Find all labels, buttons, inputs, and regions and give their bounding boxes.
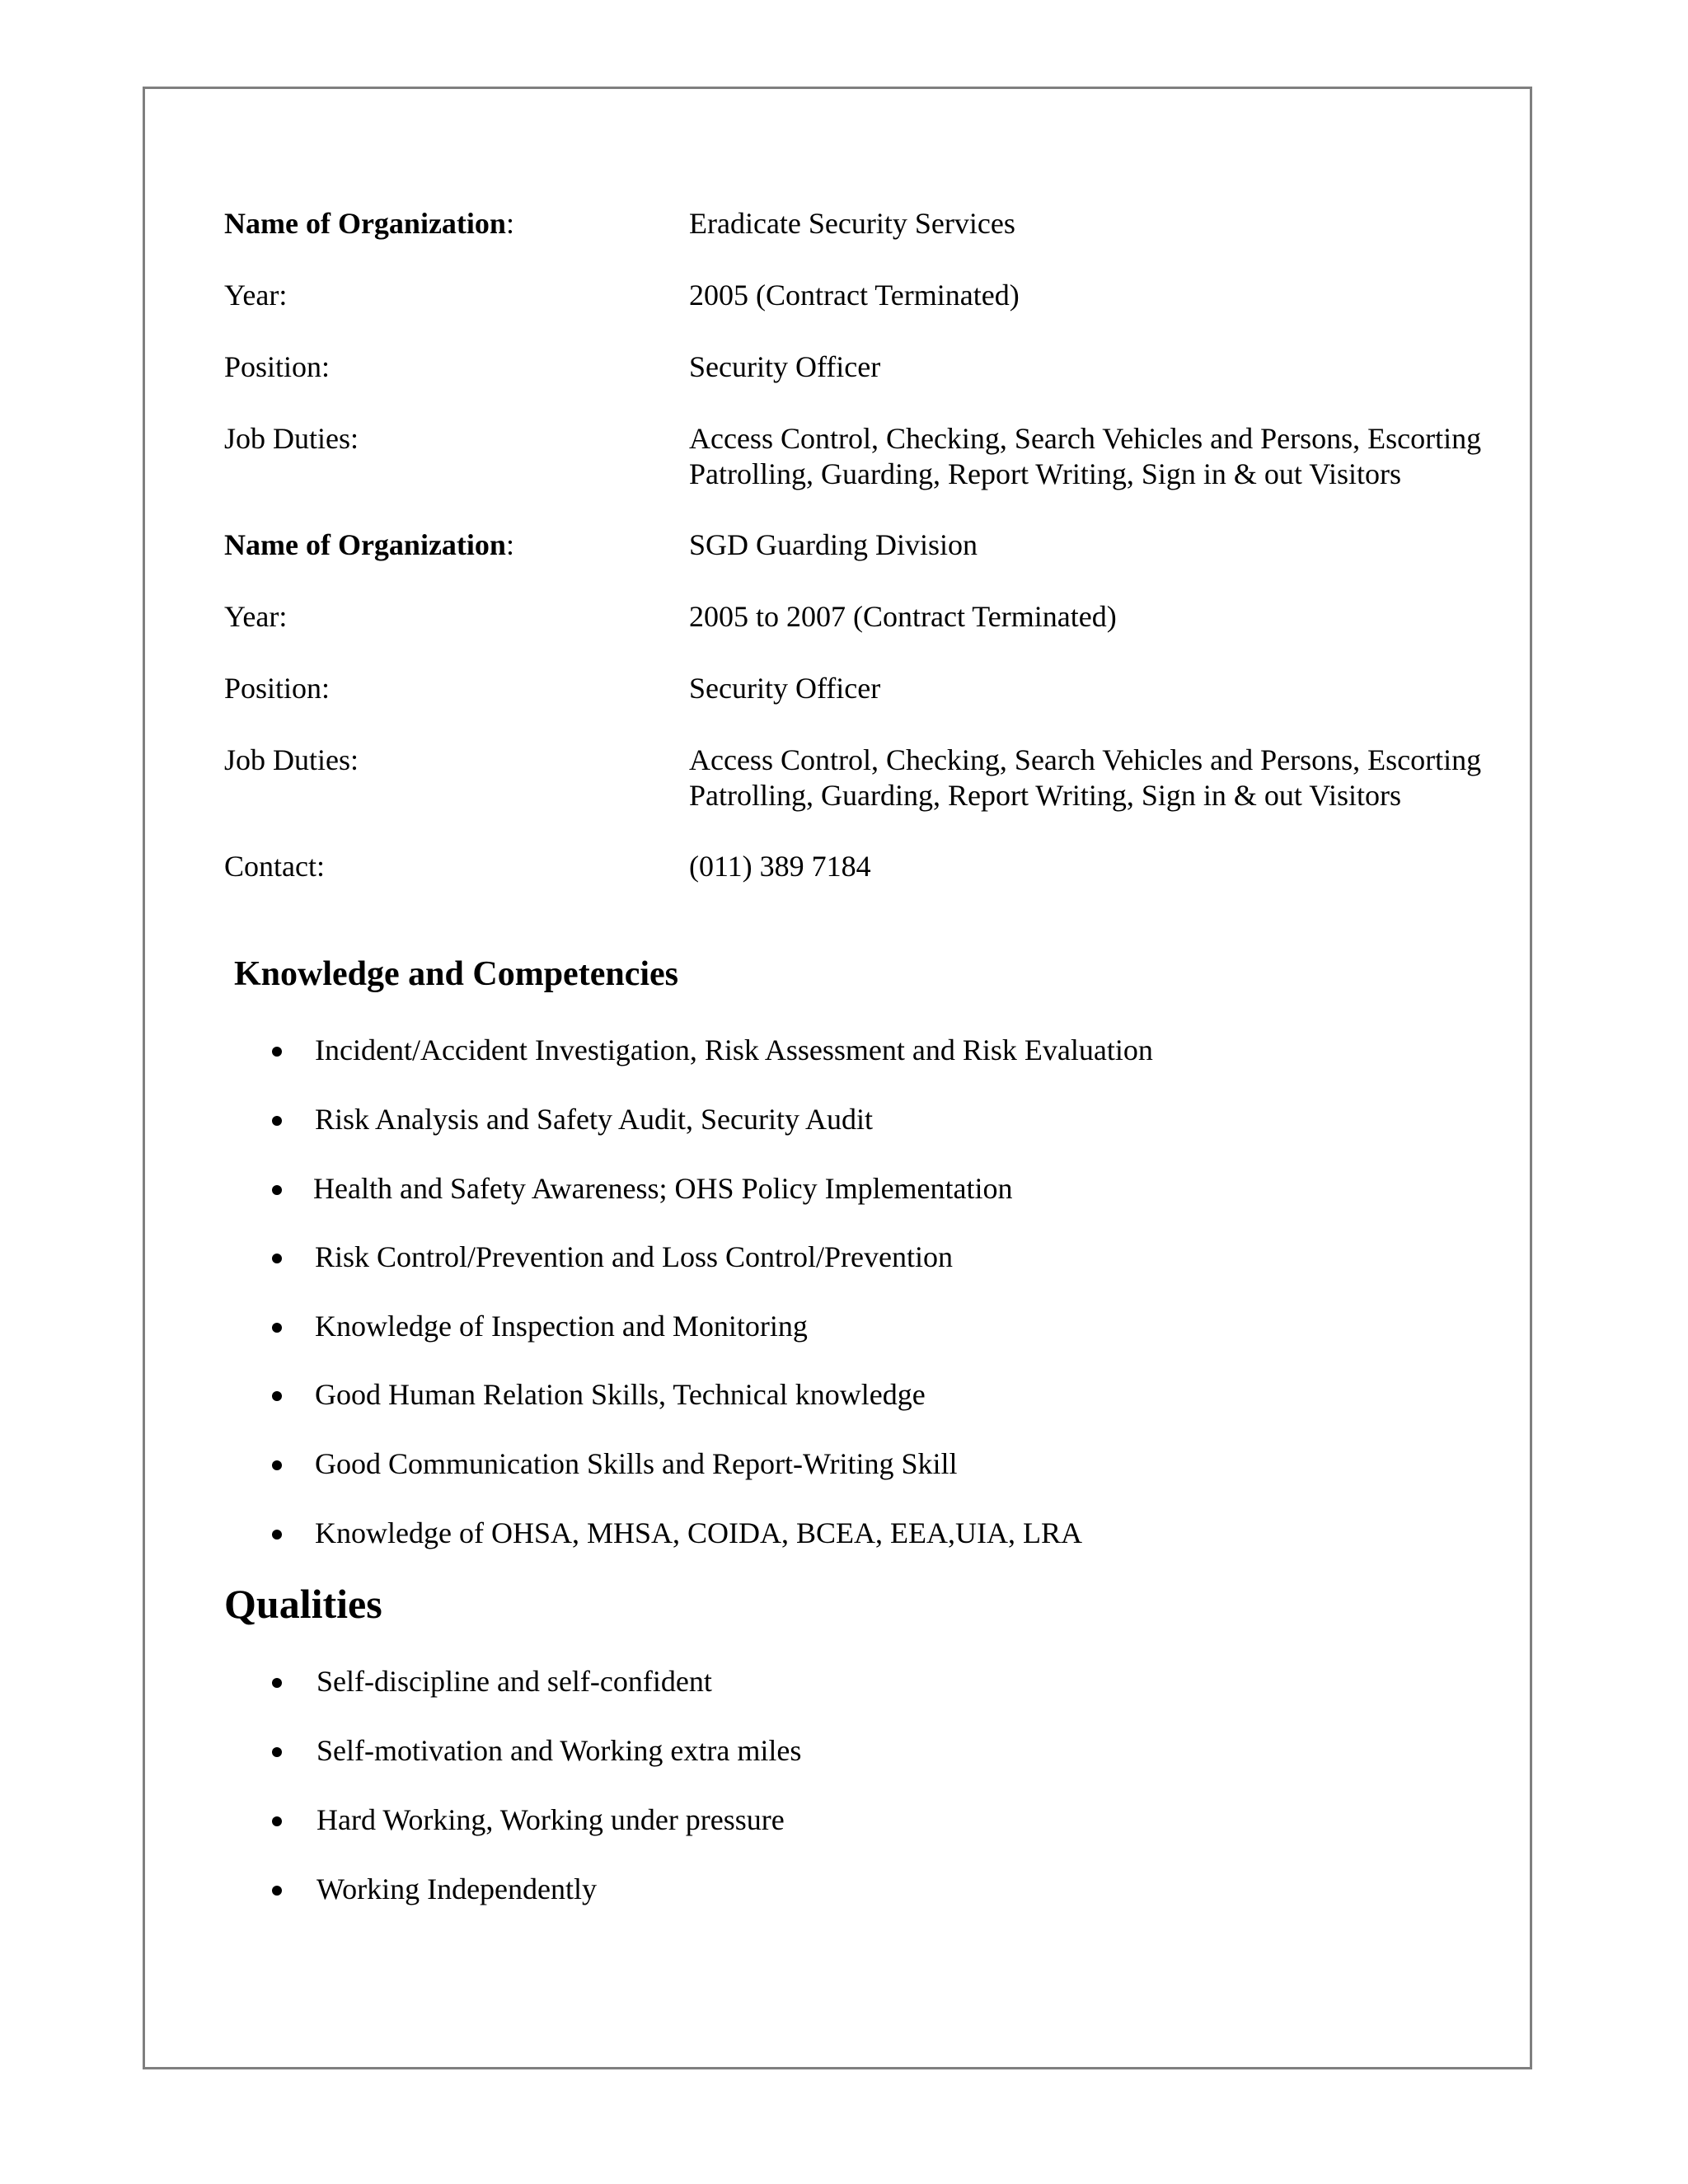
knowledge-heading: Knowledge and Competencies (234, 955, 678, 993)
position-value: Security Officer (689, 350, 881, 383)
bullet-icon (272, 1886, 282, 1896)
bullet-icon (272, 1747, 282, 1757)
bullet-icon (272, 1323, 282, 1333)
duties-label: Job Duties: (224, 743, 359, 776)
bullet-icon (272, 1678, 282, 1688)
org-value: Eradicate Security Services (689, 207, 1015, 240)
bullet-icon (272, 1116, 282, 1126)
duties-line: Patrolling, Guarding, Report Writing, Sign in & out Visitors (689, 779, 1402, 812)
qualities-heading: Qualities (224, 1581, 382, 1627)
bullet-icon (272, 1530, 282, 1540)
contact-label: Contact: (224, 850, 325, 883)
duties-line: Patrolling, Guarding, Report Writing, Sign in & out Visitors (689, 457, 1402, 490)
org-value: SGD Guarding Division (689, 528, 978, 561)
bullet-icon (272, 1185, 282, 1195)
duties-line: Access Control, Checking, Search Vehicles and Persons, Escorting (689, 422, 1482, 455)
bullet-icon (272, 1047, 282, 1057)
contact-value: (011) 389 7184 (689, 850, 871, 883)
duties-line: Access Control, Checking, Search Vehicles and Persons, Escorting (689, 743, 1482, 776)
bullet-icon (272, 1460, 282, 1470)
duties-value (689, 743, 1481, 813)
duties-value (689, 421, 1481, 492)
bullet-icon (272, 1816, 282, 1826)
year-value: 2005 (Contract Terminated) (689, 279, 1020, 312)
year-value: 2005 to 2007 (Contract Terminated) (689, 600, 1117, 633)
bullet-icon (272, 1391, 282, 1401)
position-label: Position: (224, 350, 331, 383)
duties-label: Job Duties: (224, 422, 359, 455)
position-value: Security Officer (689, 672, 881, 705)
org-label: Name of Organization: (224, 207, 514, 240)
year-label: Year: (224, 600, 288, 633)
bullet-icon (272, 1254, 282, 1263)
org-label: Name of Organization: (224, 528, 514, 561)
position-label: Position: (224, 672, 331, 705)
year-label: Year: (224, 279, 288, 312)
